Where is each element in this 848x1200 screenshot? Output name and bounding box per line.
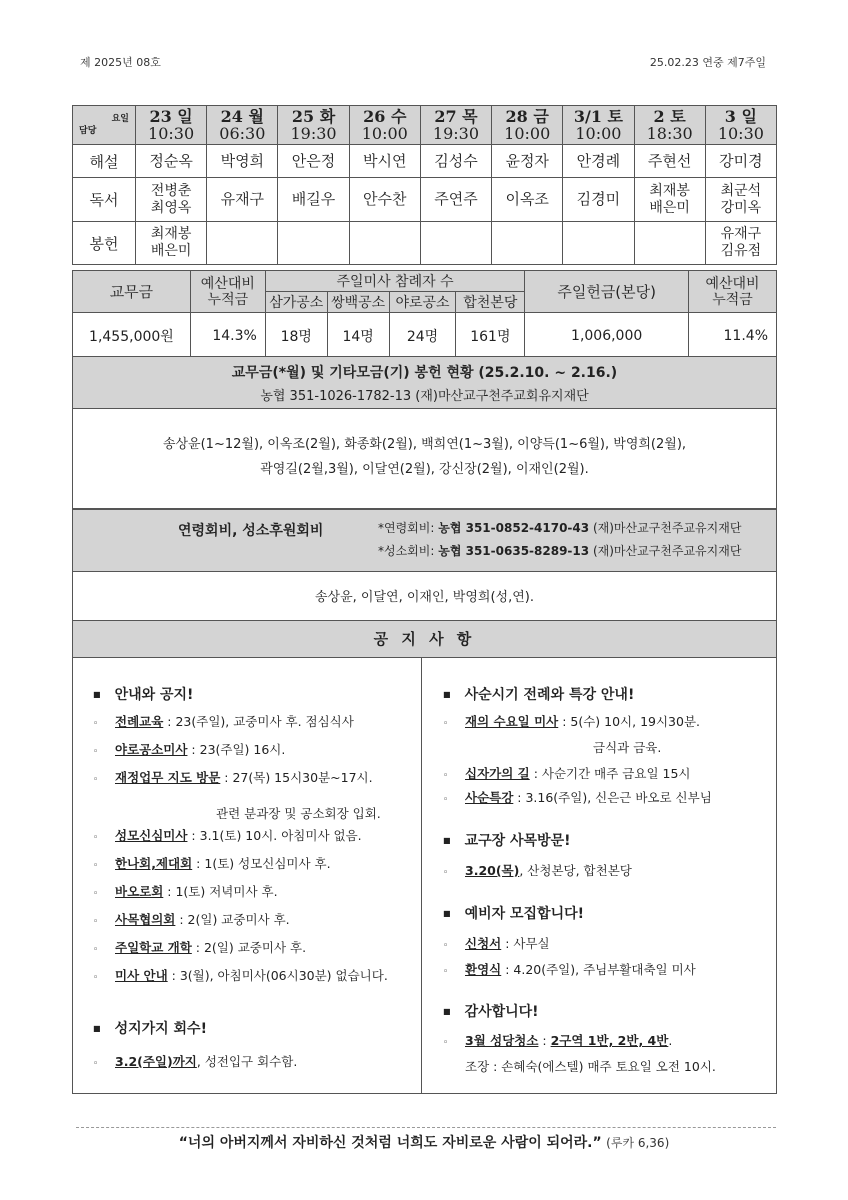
assignee-name: 김유점 — [720, 243, 762, 259]
list-item — [443, 934, 550, 952]
quote-text: “너의 아버지께서 자비하신 것처럼 너희도 자비로운 사람이 되어라.” — [178, 1135, 602, 1151]
item-value: : 3.16(주일), 신은근 바오로 신부님 — [513, 790, 712, 805]
day-time: 06:30 — [219, 124, 266, 143]
item-key: 성모신심미사 — [115, 828, 188, 843]
day-time: 10:30 — [148, 124, 195, 143]
budget-ratio-label-1: 예산대비 — [200, 275, 255, 292]
item-key: 3.2(주일)까지 — [115, 1054, 197, 1069]
day-header — [136, 106, 207, 145]
day-time: 18:30 — [646, 124, 693, 143]
schedule-cell — [136, 222, 207, 265]
day-header — [278, 106, 349, 145]
list-item — [93, 1052, 297, 1070]
list-item — [93, 966, 388, 984]
notice-section — [72, 658, 777, 1094]
item-value: : 1(토) 저녁미사 후. — [163, 884, 278, 899]
assignee-name: 박시연 — [363, 151, 407, 170]
kyomu-label: 교무금 — [73, 271, 191, 313]
schedule-cell — [705, 178, 776, 222]
assignee-name: 안경례 — [576, 151, 621, 170]
item-continuation: 금식과 금육. — [593, 740, 662, 755]
day-date: 23 일 — [149, 107, 193, 126]
item-key: 한나회,제대회 — [115, 856, 193, 871]
bullet-icon: ◦ — [443, 967, 449, 977]
list-item — [93, 826, 362, 844]
bullet-icon: ◦ — [443, 1038, 449, 1048]
donor-names-line-1: 송상윤(1~12월), 이옥조(2월), 화종화(2월), 백희연(1~3월), 이양득(1~6월), 박영희(2월), — [162, 437, 687, 452]
item-value: : 사순기간 매주 금요일 15시 — [529, 766, 691, 781]
section-bishop-visit: ■ 교구장 사목방문! — [443, 830, 571, 850]
schedule-cell — [349, 222, 420, 265]
bullet-icon: ◦ — [93, 747, 99, 757]
schedule-cell — [492, 222, 563, 265]
section-palm-return: ■ 성지가지 회수! — [93, 1018, 207, 1038]
day-header — [705, 106, 776, 145]
assignee-name: 강미경 — [719, 151, 763, 170]
day-date: 3/1 토 — [573, 107, 623, 126]
place-samga: 삼가공소 — [265, 292, 327, 313]
offering-ratio-value: 11.4% — [689, 313, 777, 359]
donation-account: 농협 351-1026-1782-13 (재)마산교구천주교회유지재단 — [260, 389, 589, 404]
assignee-name: 배길우 — [291, 190, 336, 208]
day-header — [563, 106, 634, 145]
item-value: : 27(목) 15시30분~17시. — [220, 770, 373, 785]
section-thanks: ■ 감사합니다! — [443, 1001, 539, 1021]
assignee-name: 김성수 — [434, 151, 478, 170]
offering-ratio-label — [689, 271, 777, 313]
assignee-name: 강미옥 — [720, 199, 762, 216]
bullet-icon: ◦ — [93, 917, 99, 927]
account-1-bank: 농협 351-0852-4170-43 — [438, 521, 590, 535]
day-date: 26 수 — [363, 107, 407, 126]
offering-label: 주일헌금(본당) — [525, 271, 689, 313]
schedule-cell — [278, 178, 349, 222]
bullet-icon: ◦ — [443, 719, 449, 729]
assignee-name: 유재구 — [720, 226, 762, 242]
list-item — [93, 938, 306, 956]
schedule-cell — [207, 222, 278, 265]
day-time: 10:00 — [361, 124, 408, 143]
place-hapcheon: 합천본당 — [456, 292, 525, 313]
list-item — [93, 740, 285, 758]
item-key: 주일학교 개학 — [115, 940, 192, 955]
count-samga: 18명 — [265, 313, 327, 359]
assignee-name: 배은미 — [150, 243, 192, 259]
list-item — [93, 854, 331, 872]
bullet-icon: ◦ — [443, 941, 449, 951]
item-end: . — [668, 1033, 673, 1048]
offering-value: 1,006,000 — [525, 313, 689, 359]
schedule-cell — [492, 145, 563, 178]
issue-number: 제 2025년 08호 — [80, 56, 161, 69]
day-date: 28 금 — [505, 107, 549, 126]
assignee-name: 주연주 — [434, 190, 478, 208]
donor-names-line-2: 곽영길(2월,3월), 이달연(2월), 강신장(2월), 이재인(2월). — [260, 462, 589, 477]
account-2-bank: 농협 351-0635-8289-13 — [438, 544, 590, 558]
attendance-label: 주일미사 참례자 수 — [265, 271, 524, 292]
schedule-cell — [207, 145, 278, 178]
bullet-icon: ◦ — [443, 795, 449, 805]
count-ssangbaek: 14명 — [327, 313, 389, 359]
day-time: 10:00 — [504, 124, 551, 143]
item-separator: : — [538, 1033, 551, 1048]
item-value: : 4.20(주일), 주님부활대축일 미사 — [501, 962, 696, 977]
list-item — [443, 861, 632, 879]
footer-divider — [76, 1127, 776, 1128]
list-item — [93, 768, 373, 786]
list-item — [93, 712, 354, 730]
item-value-emphasis: 2구역 1반, 2반, 4반 — [550, 1033, 669, 1048]
account-2-label: *성소회비: — [378, 544, 435, 558]
item-value: , 산청본당, 합천본당 — [519, 863, 632, 878]
day-date: 27 목 — [434, 107, 478, 126]
assignee-name: 김경미 — [576, 190, 621, 208]
count-yaro: 24명 — [389, 313, 456, 359]
place-ssangbaek: 쌍백공소 — [327, 292, 389, 313]
account-2-owner: (재)마산교구천주교유지재단 — [592, 544, 742, 558]
item-value: : 2(일) 교중미사 후. — [191, 940, 307, 955]
corner-role-label: 담당 — [79, 126, 97, 136]
item-key: 십자가의 길 — [465, 766, 530, 781]
day-header — [492, 106, 563, 145]
schedule-cell — [705, 222, 776, 265]
schedule-cell — [420, 178, 491, 222]
assignee-name: 윤정자 — [505, 151, 549, 170]
membership-title: 연령회비, 성소후원회비 — [178, 523, 324, 539]
notice-title: 공 지 사 항 — [72, 621, 777, 658]
item-value: , 성전입구 회수함. — [196, 1054, 298, 1069]
stats-table — [72, 270, 777, 359]
assignee-name: 전병춘 — [150, 182, 192, 199]
day-time: 19:30 — [290, 124, 337, 143]
list-item — [443, 960, 696, 978]
day-header — [634, 106, 705, 145]
schedule-cell — [207, 178, 278, 222]
item-continuation: 관련 분과장 및 공소회장 입회. — [216, 806, 381, 821]
item-key: 사목협의회 — [115, 912, 176, 927]
schedule-cell — [634, 222, 705, 265]
budget-ratio-label — [190, 271, 265, 313]
column-divider — [421, 658, 422, 1093]
assignee-name: 박영희 — [220, 151, 265, 170]
account-1-owner: (재)마산교구천주교유지재단 — [592, 521, 742, 535]
item-value: : 5(수) 10시, 19시30분. — [558, 714, 701, 729]
schedule-cell — [563, 145, 634, 178]
item-key: 야로공소미사 — [115, 742, 188, 757]
budget-ratio-label-2: 누적금 — [207, 291, 249, 308]
assignee-name: 최재봉 — [150, 226, 192, 242]
item-value: : 3.1(토) 10시. 아침미사 없음. — [187, 828, 362, 843]
role-label: 해설 — [73, 145, 136, 178]
donation-title: 교무금(*월) 및 기타모금(기) 봉헌 현황 (25.2.10. ~ 2.16.) — [231, 365, 618, 381]
list-item — [93, 910, 290, 928]
assignee-name: 최영옥 — [150, 199, 192, 216]
day-time: 10:00 — [575, 124, 622, 143]
list-item — [93, 882, 278, 900]
membership-section — [72, 509, 777, 621]
schedule-cell — [492, 178, 563, 222]
bullet-icon: ◦ — [93, 719, 99, 729]
place-yaro: 야로공소 — [389, 292, 456, 313]
section-catechumen: ■ 예비자 모집합니다! — [443, 903, 584, 923]
item-value: : 23(주일) 16시. — [187, 742, 286, 757]
count-hapcheon: 161명 — [456, 313, 525, 359]
item-key: 환영식 — [465, 962, 502, 977]
list-item — [443, 764, 690, 782]
schedule-cell — [136, 178, 207, 222]
item-value: : 3(월), 아침미사(06시30분) 없습니다. — [167, 968, 388, 983]
assignee-name: 안수찬 — [363, 190, 407, 208]
membership-names: 송상윤, 이달연, 이재인, 박영희(성,연). — [314, 590, 534, 605]
quote-ref: (루카 6,36) — [606, 1136, 670, 1150]
day-header — [349, 106, 420, 145]
schedule-cell — [136, 145, 207, 178]
item-key: 바오로회 — [115, 884, 164, 899]
item-value: : 1(토) 성모신심미사 후. — [192, 856, 331, 871]
assignee-name: 유재구 — [220, 190, 265, 208]
role-label: 봉헌 — [73, 222, 136, 265]
assignee-name: 최재봉 — [649, 182, 690, 199]
bullet-icon: ◦ — [93, 945, 99, 955]
list-item — [443, 788, 712, 806]
footer-quote — [0, 1132, 848, 1152]
schedule-cell — [563, 222, 634, 265]
item-key: 3월 성당청소 — [465, 1033, 539, 1048]
section-announcements: ■ 안내와 공지! — [93, 684, 193, 704]
offering-ratio-label-1: 예산대비 — [705, 275, 760, 292]
item-key: 신청서 — [465, 936, 502, 951]
day-date: 3 일 — [724, 107, 757, 126]
schedule-cell — [420, 222, 491, 265]
day-date: 25 화 — [291, 107, 336, 126]
day-header — [420, 106, 491, 145]
item-key: 전례교육 — [115, 714, 164, 729]
assignee-name: 주현선 — [647, 151, 692, 170]
bullet-icon: ◦ — [93, 889, 99, 899]
item-value: : 사무실 — [501, 936, 550, 951]
bullet-icon: ◦ — [443, 771, 449, 781]
day-date: 2 토 — [653, 107, 686, 126]
bullet-icon: ◦ — [93, 775, 99, 785]
bullet-icon: ◦ — [93, 833, 99, 843]
item-value: : 2(일) 교중미사 후. — [175, 912, 290, 927]
budget-ratio-value: 14.3% — [190, 313, 265, 359]
item-key: 3.20(목) — [465, 863, 520, 878]
bullet-icon: ◦ — [93, 973, 99, 983]
day-time: 19:30 — [432, 124, 480, 143]
bullet-icon: ◦ — [93, 861, 99, 871]
section-lent: ■ 사순시기 전례와 특강 안내! — [443, 684, 634, 704]
day-header — [207, 106, 278, 145]
donation-section — [72, 356, 777, 509]
account-yeonryeong — [378, 519, 741, 536]
schedule-cell — [634, 145, 705, 178]
assignee-name: 이옥조 — [505, 190, 549, 208]
item-key: 사순특강 — [465, 790, 514, 805]
account-1-label: *연령회비: — [378, 521, 435, 535]
assignee-name: 안은정 — [291, 151, 336, 170]
corner-day-label: 요일 — [111, 114, 129, 124]
schedule-cell — [278, 222, 349, 265]
schedule-cell — [278, 145, 349, 178]
issue-date: 25.02.23 연중 제7주일 — [649, 56, 766, 69]
day-date: 24 월 — [220, 107, 264, 126]
schedule-cell — [705, 145, 776, 178]
day-time: 10:30 — [717, 124, 764, 143]
mass-schedule-table — [72, 105, 777, 265]
schedule-cell — [634, 178, 705, 222]
assignee-name: 배은미 — [649, 199, 690, 216]
role-label: 독서 — [73, 178, 136, 222]
offering-ratio-label-2: 누적금 — [712, 291, 753, 308]
item-continuation: 조장 : 손혜숙(에스텔) 매주 토요일 오전 10시. — [465, 1059, 716, 1074]
item-key: 재정업무 지도 방문 — [115, 770, 221, 785]
item-key: 재의 수요일 미사 — [465, 714, 559, 729]
account-seongso — [378, 542, 741, 559]
kyomu-value: 1,455,000원 — [73, 313, 191, 359]
schedule-cell — [563, 178, 634, 222]
list-item — [443, 1031, 672, 1049]
schedule-cell — [349, 178, 420, 222]
item-key: 미사 안내 — [115, 968, 168, 983]
bullet-icon: ◦ — [443, 868, 449, 878]
bullet-icon: ◦ — [93, 1059, 99, 1069]
schedule-cell — [420, 145, 491, 178]
assignee-name: 최군석 — [720, 182, 762, 199]
assignee-name: 정순옥 — [149, 151, 193, 170]
schedule-corner — [73, 106, 136, 145]
schedule-cell — [349, 145, 420, 178]
list-item — [443, 712, 700, 730]
item-value: : 23(주일), 교중미사 후. 점심식사 — [163, 714, 354, 729]
